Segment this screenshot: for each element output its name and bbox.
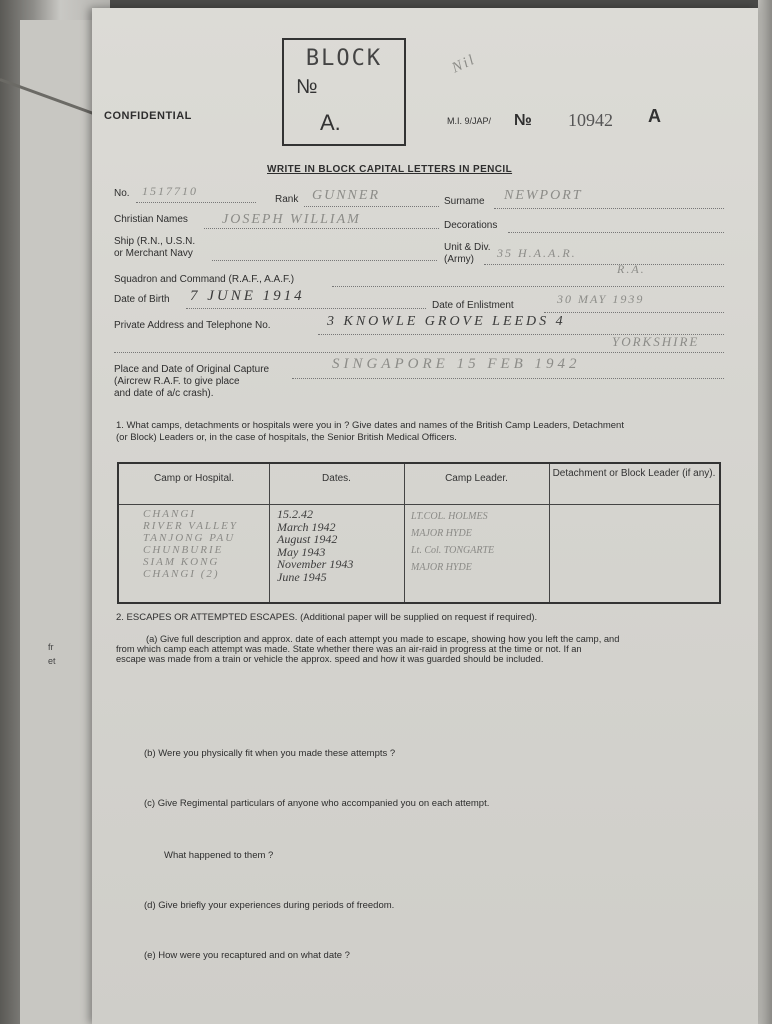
no-value: 1517710 — [142, 184, 198, 198]
reference-label: M.I. 9/JAP/ — [447, 116, 492, 126]
table-row: MAJOR HYDE — [411, 562, 472, 573]
unit-value: 35 H.A.A.R. — [497, 246, 577, 260]
unit-label: Unit & Div. — [444, 242, 491, 253]
christian-names-label: Christian Names — [114, 214, 188, 225]
underlying-page-text: fr — [48, 642, 54, 652]
table-row: SIAM KONG — [143, 556, 220, 568]
block-stamp-box — [282, 38, 406, 146]
section2-e: (e) How were you recaptured and on what date ? — [144, 950, 350, 961]
table-row: November 1943 — [277, 557, 354, 571]
questionnaire-sheet — [92, 8, 758, 1024]
camp-list — [143, 508, 238, 580]
table-row: LT.COL. HOLMES — [411, 511, 488, 522]
rank-line — [304, 206, 439, 207]
surname-value: NEWPORT — [504, 188, 583, 203]
table-row: CHANGI (2) — [143, 568, 220, 580]
rank-value: GUNNER — [312, 188, 380, 203]
ship-label: Ship (R.N., U.S.N. — [114, 236, 196, 247]
christian-names-value: JOSEPH WILLIAM — [222, 212, 361, 227]
section2-d: (d) Give briefly your experiences during periods of freedom. — [144, 900, 395, 911]
no-line — [136, 202, 256, 203]
dob-value: 7 JUNE 1914 — [190, 288, 305, 304]
address-value: 3 KNOWLE GROVE LEEDS 4 — [327, 314, 566, 329]
section2-c: (c) Give Regimental particulars of anyone who accompanied you on each attempt. — [144, 798, 490, 809]
form-number-label: № — [514, 112, 532, 129]
camp-table — [117, 462, 721, 604]
enlistment-value: 30 MAY 1939 — [557, 292, 645, 306]
block-title: BLOCK — [305, 46, 383, 71]
section2-c-followup: What happened to them ? — [164, 850, 274, 861]
table-header-detachment: Detachment or Block Leader (if any). — [549, 464, 719, 505]
table-row: MAJOR HYDE — [411, 528, 472, 539]
table-header-dates: Dates. — [269, 464, 404, 505]
squadron-label: Squadron and Command (R.A.F., A.A.F.) — [114, 274, 295, 285]
table-row: Lt. Col. TONGARTE — [411, 545, 495, 556]
underlying-page-text: et — [48, 656, 56, 666]
table-header-camp: Camp or Hospital. — [119, 464, 269, 505]
table-row: CHANGI — [143, 508, 196, 520]
block-number-label: № — [296, 76, 318, 98]
confidential-label: CONFIDENTIAL — [104, 110, 192, 122]
table-header-leader: Camp Leader. — [404, 464, 549, 505]
table-row: May 1943 — [277, 544, 326, 559]
decorations-line — [508, 232, 724, 233]
section1-question: 1. What camps, detachments or hospitals were you in ? Give dates and names of the British Camp Leaders, Detachment — [116, 420, 624, 431]
unit-value-2: R.A. — [617, 262, 646, 276]
rank-label: Rank — [275, 194, 299, 205]
address-value-2: YORKSHIRE — [612, 334, 700, 349]
section2-b: (b) Were you physically fit when you made these attempts ? — [144, 748, 396, 759]
table-row: August 1942 — [277, 532, 338, 546]
form-number: 10942 — [568, 110, 613, 130]
christian-names-line — [204, 228, 439, 229]
table-row: 15.2.42 — [277, 507, 313, 521]
ship-label-2: or Merchant Navy — [114, 248, 193, 259]
form-suffix: A — [648, 106, 661, 126]
section1-question-2: (or Block) Leaders or, in the case of hospitals, the Senior British Medical Officers. — [116, 432, 457, 443]
underlying-page — [20, 20, 100, 1024]
unit-line — [484, 264, 724, 265]
table-row: CHUNBURIE — [143, 544, 224, 556]
dates-list — [277, 508, 353, 583]
capture-label-2: (Aircrew R.A.F. to give place — [114, 376, 240, 387]
enlistment-label: Date of Enlistment — [432, 300, 514, 311]
block-letter: A. — [320, 110, 341, 135]
no-label: No. — [114, 188, 130, 199]
dob-line — [186, 308, 426, 309]
squadron-line — [332, 286, 724, 287]
ship-line — [212, 260, 437, 261]
table-row: TANJONG PAU — [143, 532, 236, 544]
table-row: June 1945 — [277, 569, 327, 584]
section2-a: (a) Give full description and approx. date of each attempt you made to escape, showing how you left the camp, and from which camp each attempt was made. State whether there was an air-raid in progress at the time or not. If an escape was made from a train or vehicle the approx. speed and how it was guarded should be included. — [116, 634, 620, 664]
capture-line — [292, 378, 724, 379]
surname-label: Surname — [444, 196, 485, 207]
background-right-edge — [758, 0, 772, 1024]
section2-title: 2. ESCAPES OR ATTEMPTED ESCAPES. (Additional paper will be supplied on request if required). — [116, 612, 538, 623]
unit-label-2: (Army) — [444, 254, 474, 265]
address-line-2 — [114, 352, 724, 353]
enlistment-line — [544, 312, 724, 313]
capture-label: Place and Date of Original Capture — [114, 364, 270, 375]
capture-value: SINGAPORE 15 FEB 1942 — [332, 356, 581, 372]
instruction-heading: WRITE IN BLOCK CAPITAL LETTERS IN PENCIL — [267, 164, 513, 175]
pencil-note: Nil — [449, 51, 479, 77]
table-row: RIVER VALLEY — [143, 520, 238, 532]
dob-label: Date of Birth — [114, 294, 170, 305]
surname-line — [494, 208, 724, 209]
capture-label-3: and date of a/c crash). — [114, 388, 214, 399]
address-label: Private Address and Telephone No. — [114, 320, 271, 331]
decorations-label: Decorations — [444, 220, 498, 231]
leader-list — [411, 508, 494, 576]
table-row: March 1942 — [277, 519, 336, 534]
